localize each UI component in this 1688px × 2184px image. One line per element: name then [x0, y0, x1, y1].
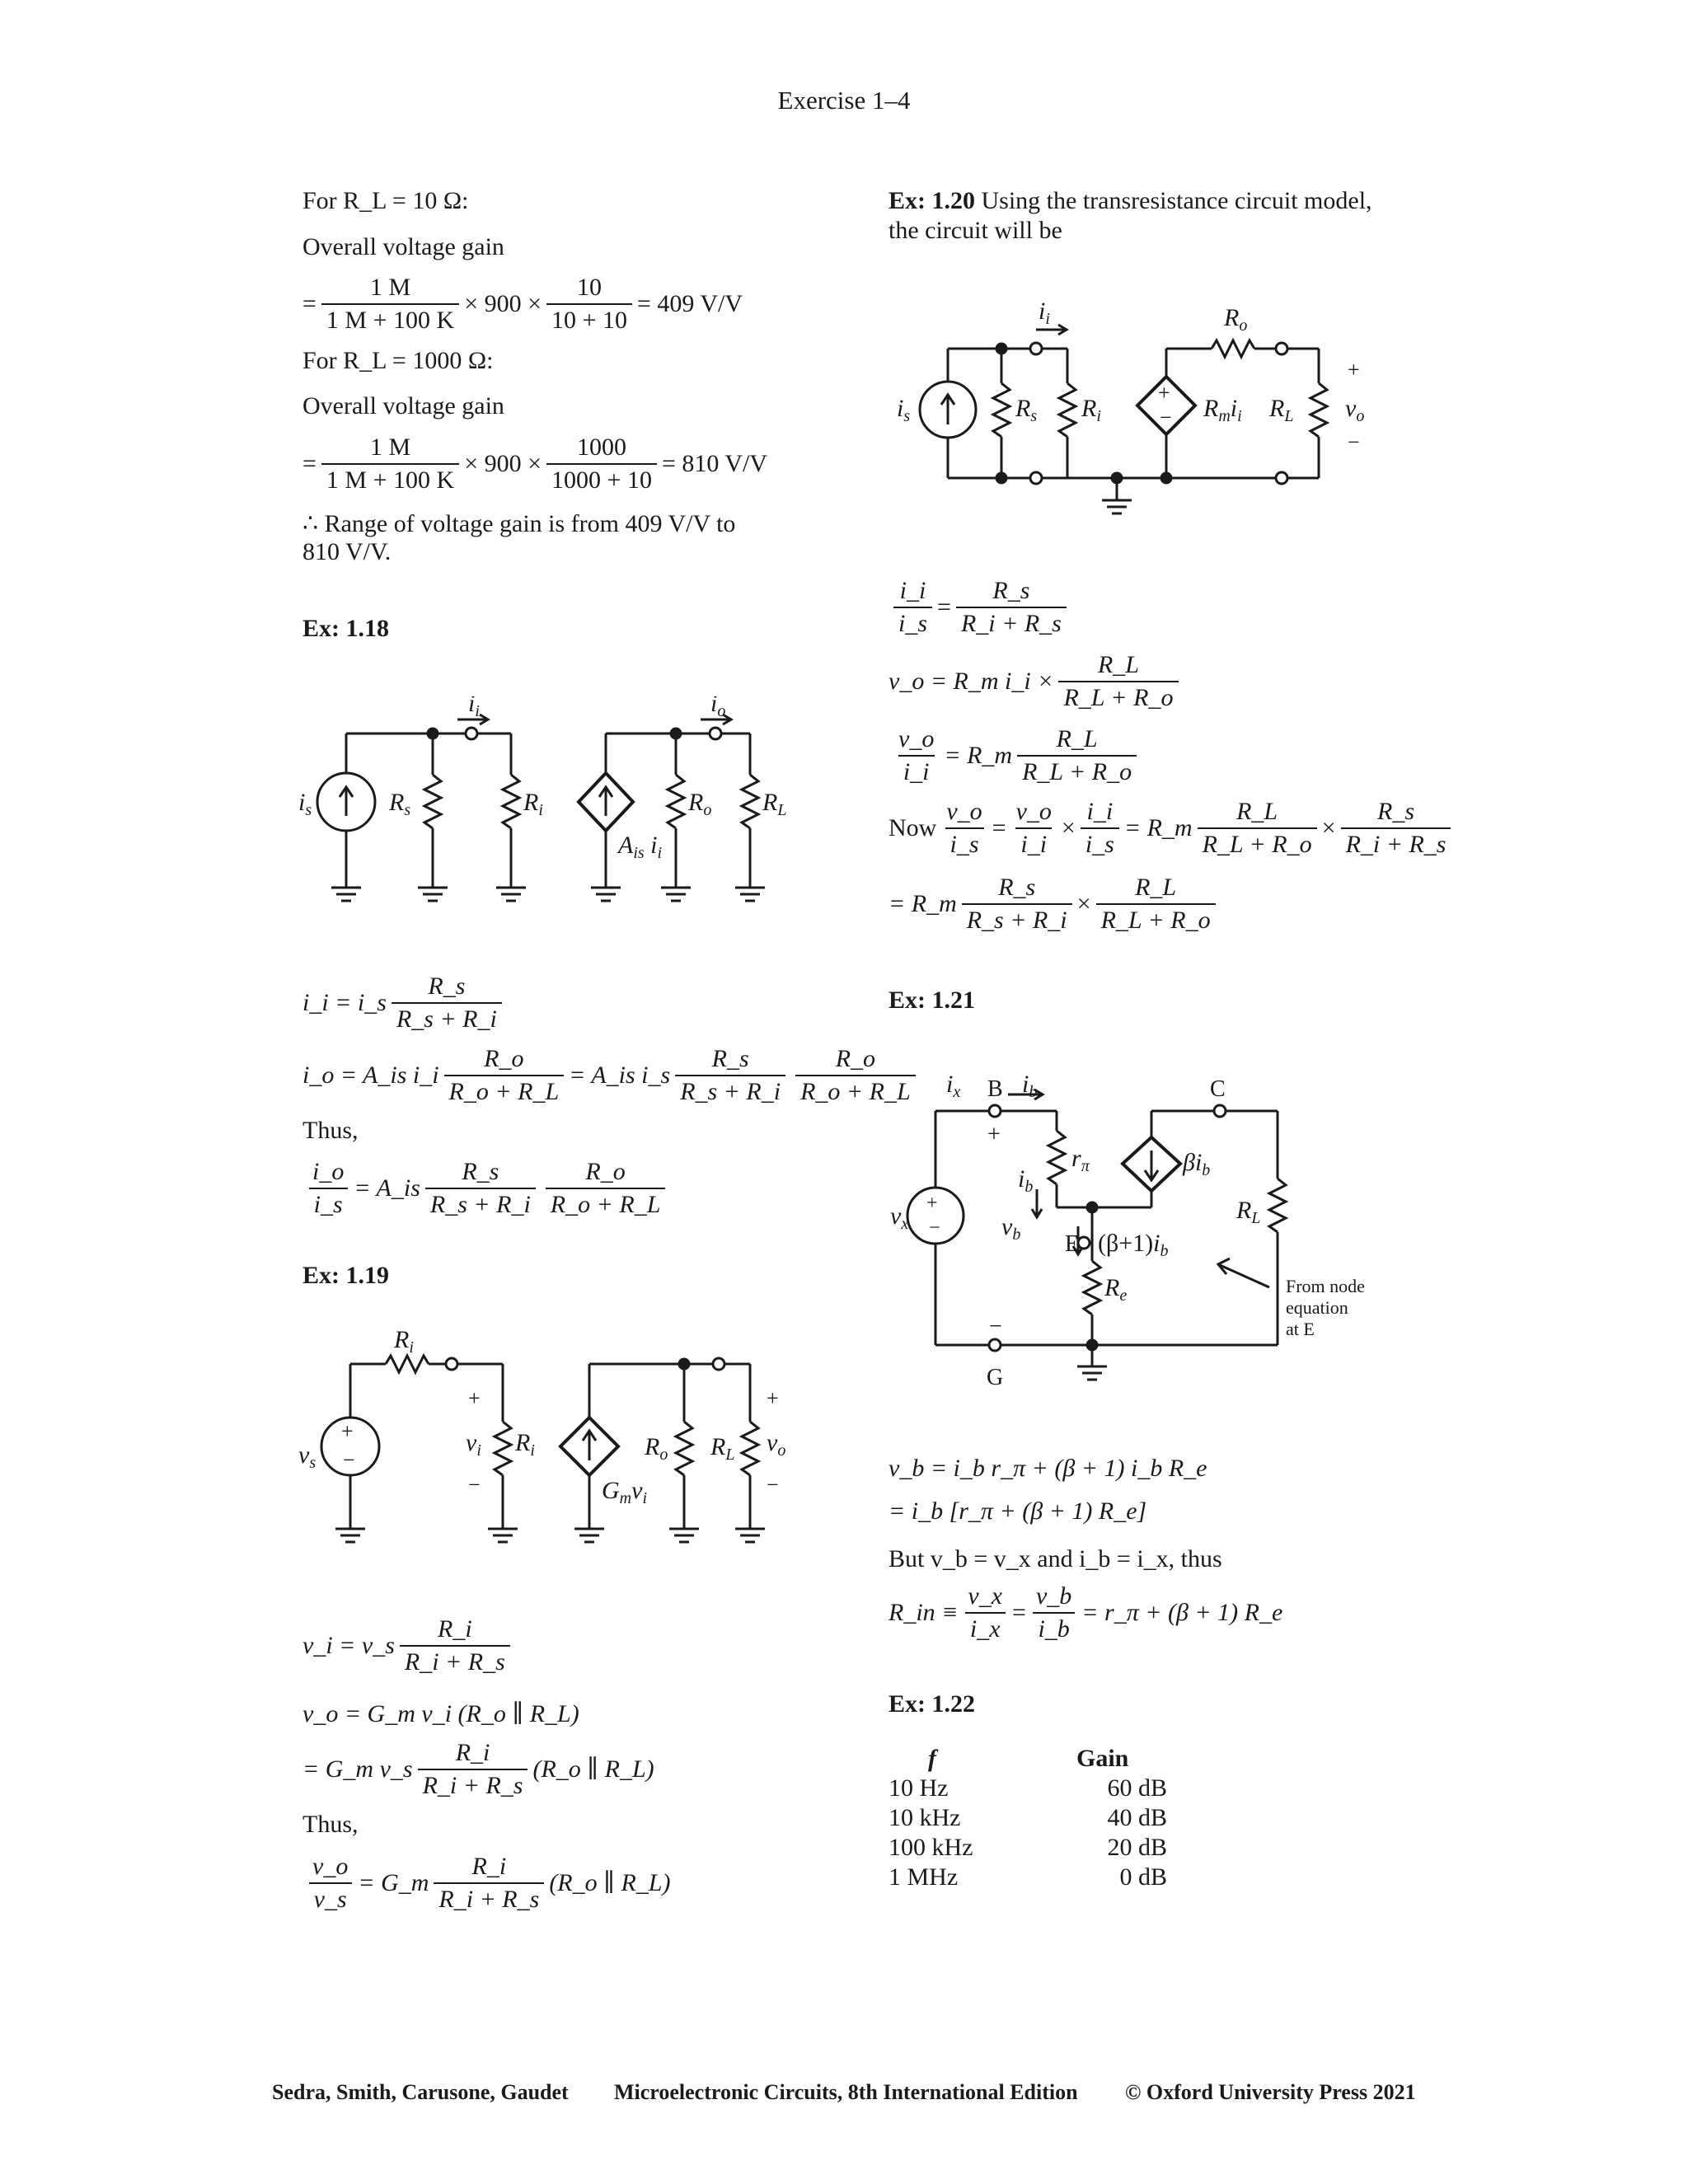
node-equation-note: [1286, 1276, 1365, 1339]
svg-text:C: C: [1210, 1076, 1226, 1102]
equals-sign: =: [1012, 1599, 1026, 1626]
denominator: i_b: [1033, 1612, 1074, 1643]
svg-text:vo: $v_o$: [767, 1429, 786, 1460]
fraction: [1031, 1582, 1076, 1643]
denominator: R_o + R_L: [546, 1188, 666, 1219]
resistor-ro: [1212, 340, 1254, 357]
table-row: [889, 1863, 1167, 1892]
svg-text:−: −: [989, 1314, 1002, 1339]
svg-text:+: +: [1348, 358, 1360, 382]
tail-text: (R_o ∥ R_L): [549, 1869, 671, 1896]
lhs-text: v_i = v_s: [302, 1632, 395, 1659]
svg-text:Rmii: $R_mi_i$: [1203, 395, 1242, 425]
svg-text:Ri: $R_i$: [515, 1429, 535, 1460]
table-row: [889, 1774, 1167, 1803]
resistor-re: [1084, 1261, 1100, 1315]
denominator: 1 M + 100 K: [321, 303, 459, 335]
ex118-circuit-diagram: [288, 696, 816, 919]
fraction: [675, 1045, 785, 1106]
ex119-circuit-diagram: [288, 1327, 816, 1566]
ex120-title: Ex: 1.20: [889, 187, 975, 214]
svg-text:+: +: [987, 1122, 1001, 1147]
note-line-1: From node: [1286, 1276, 1365, 1296]
numerator: i_i: [1086, 798, 1114, 825]
ground-icon: [1102, 500, 1132, 513]
svg-text:+: +: [341, 1419, 354, 1443]
note-line-3: at E: [1286, 1319, 1315, 1339]
gain-cell: 0 dB: [1119, 1863, 1167, 1891]
svg-text:RL: $R_L$: [762, 789, 787, 819]
svg-text:+: +: [468, 1386, 481, 1410]
denominator: R_L + R_o: [1198, 827, 1317, 859]
fraction: [963, 1582, 1007, 1643]
ex121-title: Ex: 1.21: [889, 987, 975, 1014]
ex120-eq4: [889, 798, 1456, 859]
freq-cell: 10 Hz: [889, 1774, 949, 1802]
numerator: R_o: [484, 1045, 524, 1072]
denominator: R_s + R_i: [425, 1188, 536, 1219]
ex118-thus: Thus,: [302, 1117, 359, 1144]
numerator: v_b: [1035, 1582, 1072, 1610]
header-gain: Gain: [1076, 1745, 1129, 1772]
denominator: 1 M + 100 K: [321, 463, 459, 494]
mid-text: = A_is: [354, 1174, 420, 1202]
resistor-ro: [676, 1422, 692, 1475]
ex119-eq2: v_o = G_m v_i (R_o ∥ R_L): [302, 1700, 579, 1727]
fraction: [1058, 651, 1178, 712]
now-text: Now: [889, 814, 937, 841]
svg-text:(β+1)ib: $(\beta+1)i_b$: [1098, 1230, 1169, 1260]
svg-text:Rs: $R_s$: [1015, 395, 1038, 425]
resistor-rpi: [1048, 1131, 1065, 1184]
ex118-title: Ex: 1.18: [302, 615, 389, 642]
fraction: [1081, 798, 1119, 859]
svg-text:RL: $R_L$: [1269, 395, 1294, 425]
fraction: [1011, 798, 1057, 859]
ex120-text-2: the circuit will be: [889, 217, 1062, 244]
ex119-eq4: [302, 1853, 671, 1914]
fraction: [941, 798, 987, 859]
rl1000-label: For R_L = 1000 Ω:: [302, 347, 494, 374]
fraction: [321, 274, 459, 335]
svg-text:ib: $i_b$: [1022, 1071, 1038, 1101]
numerator: v_o: [312, 1853, 349, 1880]
ex120-text-1: Using the transresistance circuit model,: [981, 187, 1372, 214]
svg-text:−: −: [1160, 405, 1172, 429]
svg-text:−: −: [1348, 430, 1360, 454]
svg-text:+: +: [1158, 381, 1170, 405]
denominator: R_s + R_i: [675, 1075, 785, 1106]
fraction: [546, 434, 657, 494]
fraction: [893, 725, 939, 786]
ground-icon: [331, 888, 765, 901]
rl10-label: For R_L = 10 Ω:: [302, 187, 469, 214]
resistor-rl: [1269, 1179, 1286, 1232]
numerator: R_i: [438, 1615, 472, 1643]
ex120-eq2: [889, 651, 1184, 712]
denominator: i_i: [1015, 827, 1052, 859]
result-text: = 409 V/V: [636, 290, 743, 317]
svg-text:vi: $v_i$: [466, 1429, 481, 1460]
svg-text:RL: $R_L$: [710, 1433, 735, 1464]
gain-cell: 20 dB: [1107, 1834, 1167, 1861]
numerator: 1 M: [369, 274, 411, 301]
fraction: [546, 1158, 666, 1219]
lhs-text: = R_m: [889, 890, 957, 917]
denominator: R_L + R_o: [1058, 681, 1178, 712]
fraction: [546, 274, 632, 335]
tail-text: (R_o ∥ R_L): [532, 1755, 654, 1783]
ex119-thus: Thus,: [302, 1811, 359, 1838]
svg-text:E: E: [1065, 1231, 1080, 1257]
freq-cell: 100 kHz: [889, 1834, 973, 1861]
svg-text:B: B: [987, 1076, 1003, 1102]
mid-text: = A_is i_s: [569, 1062, 671, 1089]
svg-text:+: +: [767, 1386, 779, 1410]
denominator: R_L + R_o: [1096, 903, 1216, 935]
denominator: R_L + R_o: [1017, 755, 1137, 786]
fraction: [307, 1158, 349, 1219]
svg-text:G: G: [987, 1365, 1004, 1390]
fraction: [893, 577, 932, 638]
ex121-eq3: But v_b = v_x and i_b = i_x, thus: [889, 1545, 1222, 1572]
tail-text: = r_π + (β + 1) R_e: [1081, 1599, 1283, 1626]
fraction: [1341, 798, 1451, 859]
svg-text:+: +: [926, 1193, 938, 1214]
numerator: R_i: [471, 1853, 507, 1880]
svg-text:Ro: $R_o$: [1224, 304, 1248, 335]
denominator: R_i + R_s: [956, 607, 1067, 638]
numerator: 10: [576, 274, 602, 301]
ex121-eq2: = i_b [r_π + (β + 1) R_e]: [889, 1497, 1147, 1525]
svg-text:vx: $v_x$: [890, 1202, 909, 1233]
numerator: R_s: [462, 1158, 499, 1185]
svg-text:−: −: [343, 1448, 355, 1472]
fraction: [418, 1739, 528, 1800]
freq-cell: 1 MHz: [889, 1863, 959, 1891]
numerator: i_i: [899, 577, 926, 604]
resistor-rl: [1311, 383, 1327, 437]
denominator: v_s: [309, 1882, 352, 1914]
numerator: R_s: [428, 972, 466, 1000]
fraction: [434, 1853, 544, 1914]
svg-text:vo: $v_o$: [1345, 395, 1365, 425]
lhs-text: R_in ≡: [889, 1599, 959, 1626]
rl10-equation: [302, 274, 743, 335]
numerator: v_o: [1015, 798, 1052, 825]
svg-text:ib: $i_b$: [1018, 1165, 1034, 1196]
resistor-ri: [1059, 383, 1076, 437]
ex118-eq3: [302, 1158, 670, 1219]
numerator: R_L: [1135, 874, 1177, 901]
numerator: v_o: [946, 798, 982, 825]
resistor-ri-series: [386, 1356, 429, 1372]
ex122-title: Ex: 1.22: [889, 1690, 975, 1718]
fraction: [956, 577, 1067, 638]
numerator: R_L: [1236, 798, 1278, 825]
table-row: [889, 1833, 1167, 1863]
equals-sign: =: [992, 814, 1006, 841]
ex120-eq3: [889, 725, 1142, 786]
denominator: R_o + R_L: [444, 1075, 565, 1106]
svg-text:Ais ii: $A_{is}$ $i_i$: [618, 832, 663, 862]
denominator: i_s: [1081, 827, 1119, 859]
ex121-eq4: [889, 1582, 1282, 1643]
result-text: = 810 V/V: [661, 450, 767, 477]
ex119-eq3: [302, 1739, 654, 1800]
denominator: i_s: [945, 827, 984, 859]
numerator: R_o: [835, 1045, 876, 1072]
svg-text:ix: $i_x$: [946, 1071, 961, 1101]
ground-icon: [1077, 1366, 1107, 1380]
numerator: i_o: [312, 1158, 345, 1185]
lhs-text: v_o = R_m i_i ×: [889, 668, 1054, 695]
denominator: R_i + R_s: [400, 1645, 510, 1676]
resistor-rs: [993, 383, 1010, 437]
gain-cell: 40 dB: [1107, 1804, 1167, 1831]
numerator: 1 M: [369, 434, 411, 461]
svg-text:Ro: $R_o$: [688, 789, 712, 819]
equals-sign: =: [302, 450, 316, 477]
range-line-1: ∴ Range of voltage gain is from 409 V/V to: [302, 510, 736, 537]
footer-book: Microelectronic Circuits, 8th International Edition: [614, 2080, 1078, 2104]
denominator: R_i + R_s: [418, 1769, 528, 1800]
rl1000-equation: [302, 434, 767, 494]
equals-sign: =: [302, 290, 316, 317]
svg-text:vs: $v_s$: [298, 1441, 316, 1472]
numerator: 1000: [576, 434, 626, 461]
fraction: [425, 1158, 536, 1219]
fraction: [1198, 798, 1317, 859]
page-header-title: Exercise 1–4: [777, 86, 911, 115]
range-line-2: 810 V/V.: [302, 538, 392, 565]
denominator: R_s + R_i: [962, 903, 1072, 935]
fraction: [1017, 725, 1137, 786]
denominator: 1000 + 10: [546, 463, 657, 494]
fraction: [321, 434, 459, 494]
fraction: [444, 1045, 565, 1106]
numerator: R_L: [1056, 725, 1098, 752]
ground-icon: [335, 1529, 765, 1542]
ex120-eq5: [889, 874, 1221, 935]
svg-text:Ro: $R_o$: [645, 1433, 668, 1464]
ex120-header: [889, 186, 1372, 216]
numerator: v_o: [898, 725, 935, 752]
lhs-text: = G_m v_s: [302, 1755, 413, 1783]
svg-text:is: $i_s$: [298, 789, 312, 819]
mid-text: = G_m: [358, 1869, 429, 1896]
ex121-eq1: v_b = i_b r_π + (β + 1) i_b R_e: [889, 1455, 1207, 1482]
numerator: R_s: [992, 577, 1030, 604]
denominator: i_i: [898, 755, 935, 786]
fraction: [392, 972, 502, 1033]
denominator: R_s + R_i: [392, 1002, 502, 1033]
multiply-text: × 900 ×: [464, 290, 542, 317]
resistor-ro: [668, 775, 684, 828]
resistor-ri: [503, 775, 519, 828]
times-sign: ×: [1321, 814, 1336, 841]
svg-text:Ri: $R_i$: [523, 789, 543, 819]
resistor-rl: [742, 1422, 758, 1475]
denominator: R_i + R_s: [1341, 827, 1451, 859]
svg-text:ii: $i_i$: [468, 696, 480, 720]
svg-text:Rs: $R_s$: [389, 789, 411, 819]
ex122-gain-table: [889, 1744, 1167, 1892]
denominator: R_o + R_L: [795, 1075, 916, 1106]
lhs-text: i_o = A_is i_i: [302, 1062, 439, 1089]
svg-text:Ri: $R_i$: [394, 1327, 414, 1357]
overall-gain-label-1: Overall voltage gain: [302, 233, 504, 260]
svg-text:−: −: [929, 1217, 940, 1239]
ex118-eq2: [302, 1045, 921, 1106]
svg-text:Ri: $R_i$: [1081, 395, 1101, 425]
times-sign: ×: [1061, 814, 1076, 841]
svg-text:RL: $R_L$: [1236, 1197, 1261, 1227]
denominator: i_s: [893, 607, 932, 638]
svg-text:−: −: [468, 1473, 481, 1497]
equals-sign: =: [937, 593, 951, 621]
ex119-eq1: [302, 1615, 515, 1676]
table-row: [889, 1803, 1167, 1833]
denominator: i_s: [309, 1188, 348, 1219]
numerator: R_s: [998, 874, 1036, 901]
fraction: [1096, 874, 1216, 935]
overall-gain-label-2: Overall voltage gain: [302, 392, 504, 419]
fraction: [962, 874, 1072, 935]
table-header-row: [889, 1744, 1167, 1774]
ex118-eq1: [302, 972, 507, 1033]
svg-text:Re: $R_e$: [1104, 1274, 1128, 1305]
mid-text: = R_m: [1123, 814, 1193, 841]
resistor-rl: [742, 775, 758, 828]
note-line-2: equation: [1286, 1297, 1348, 1318]
svg-text:−: −: [767, 1473, 779, 1497]
fraction: [400, 1615, 510, 1676]
numerator: R_o: [585, 1158, 626, 1185]
svg-text:vb: $v_b$: [1001, 1213, 1021, 1244]
svg-text:Gmvi: $G_mv_i$: [602, 1477, 648, 1507]
footer-authors: Sedra, Smith, Carusone, Gaudet: [272, 2080, 569, 2104]
ex121-circuit-diagram: [874, 1055, 1401, 1401]
freq-cell: 10 kHz: [889, 1804, 961, 1831]
ex120-eq1: [889, 577, 1071, 638]
numerator: v_x: [968, 1582, 1003, 1610]
numerator: R_L: [1097, 651, 1139, 678]
ex120-circuit-diagram: [874, 284, 1385, 552]
svg-text:is: $i_s$: [897, 395, 911, 425]
resistor-rs: [424, 775, 441, 828]
svg-text:rπ: $r_\pi$: [1071, 1145, 1090, 1175]
svg-text:ii: $i_i$: [1039, 298, 1050, 328]
resistor-ri-shunt: [495, 1422, 511, 1475]
numerator: R_s: [711, 1045, 749, 1072]
svg-text:βib: $\beta i_b$: [1183, 1149, 1211, 1179]
gain-cell: 60 dB: [1107, 1774, 1167, 1802]
numerator: R_s: [1377, 798, 1415, 825]
times-sign: ×: [1076, 890, 1091, 917]
svg-text:io: $i_o$: [710, 696, 726, 720]
denominator: 10 + 10: [546, 303, 632, 335]
fraction: [307, 1853, 353, 1914]
footer-copyright: © Oxford University Press 2021: [1125, 2080, 1416, 2104]
multiply-text: × 900 ×: [464, 450, 542, 477]
denominator: i_x: [965, 1612, 1006, 1643]
lhs-text: i_i = i_s: [302, 989, 387, 1016]
numerator: R_i: [455, 1739, 490, 1766]
denominator: R_i + R_s: [434, 1882, 544, 1914]
header-f: f: [928, 1745, 936, 1772]
mid-text: = R_m: [944, 742, 1013, 769]
ex119-title: Ex: 1.19: [302, 1262, 389, 1289]
